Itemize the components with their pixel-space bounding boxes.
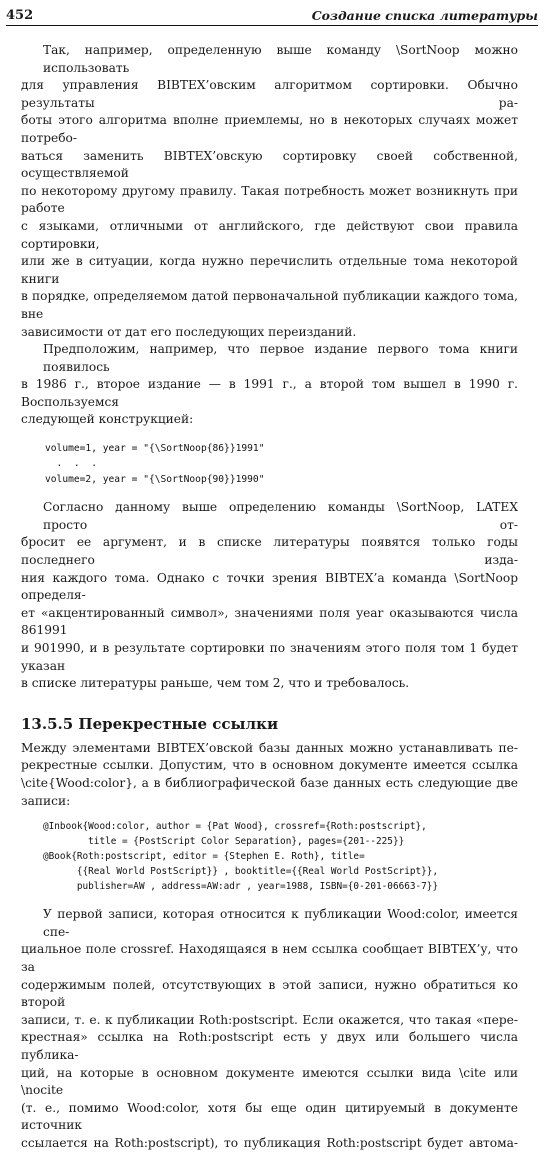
text-line: ваться заменить BIBTEX’овскую сортировку своей собственной, осуществляемой (21, 148, 518, 181)
text-line: ет «акцентированный символ», значениями поля year оказываются числа 861991 (21, 605, 518, 638)
text-line: следующей конструкцией: (21, 412, 194, 427)
paragraph-crossref-explanation (21, 906, 518, 1152)
text-line: У первой записи, которая относится к публикации Wood:color, имеется спе- (43, 907, 518, 939)
paragraph-sortnoop-effect (21, 499, 518, 693)
text-line: Так, например, определенную выше команду \SortNoop можно использовать (43, 43, 518, 75)
code-line: volume=2, year = "{\SortNoop{90}}1990" (45, 473, 265, 485)
code-line: title = {PostScript Color Separation}, pages={201--225}} (43, 836, 405, 848)
text-line: содержимым полей, отсутствующих в этой записи, нужно обратиться ко второй (21, 977, 518, 1010)
text-line: Между элементами BIBTEX’овской базы данных можно устанавливать пе- (21, 740, 518, 755)
text-line: записи: (21, 793, 71, 808)
running-header (6, 3, 538, 26)
section-heading: 13.5.5 Перекрестные ссылки (21, 714, 279, 733)
text-line: и 901990, и в результате сортировки по значениям этого поля том 1 будет указан (21, 641, 518, 673)
text-line: боты этого алгоритма вполне приемлемы, но в некоторых случаях может потребо- (21, 113, 518, 145)
text-line: записи, т. е. к публикации Roth:postscript. Если окажется, что такая «пере- (21, 1012, 518, 1027)
text-line: в порядке, определяемом датой первоначальной публикации каждого тома, вне (21, 289, 518, 321)
text-line: или же в ситуации, когда нужно перечислить отдельные тома некоторой книги (21, 254, 518, 286)
text-line: в 1986 г., второе издание — в 1991 г., а второй том вышел в 1990 г. Воспользуемся (21, 377, 518, 409)
code-block-bibtex-entries (21, 819, 518, 894)
page-number: 452 (6, 8, 34, 23)
text-line: с языками, отличными от английского, где действуют свои правила сортировки, (21, 218, 518, 251)
text-line: для управления BIBTEX’овским алгоритмом сортировки. Обычно результаты ра- (21, 78, 518, 110)
code-block-volumes (21, 441, 518, 487)
text-line: рекрестные ссылки. Допустим, что в основном документе имеется ссылка (21, 758, 518, 773)
text-line: Согласно данному выше определению команды \SortNoop, LATEX просто от- (43, 500, 518, 532)
code-line: {{Real World PostScript}} , booktitle={{Real World PostScript}}, (43, 866, 439, 878)
code-line: . . . (45, 458, 97, 470)
code-line: @Book{Roth:postscript, editor = {Stephen E. Roth}, title= (43, 851, 365, 863)
text-line: \cite{Wood:color}, а в библиографической базе данных есть следующие две (21, 776, 518, 790)
text-line: ссылается на Roth:postscript), то публикация Roth:postscript будет автома- (21, 1135, 518, 1150)
text-line: Предположим, например, что первое издание первого тома книги появилось (43, 342, 518, 374)
text-line: бросит ее аргумент, и в списке литературы появятся только годы последнего изда- (21, 535, 518, 568)
paragraph-sortnoop-intro (21, 42, 518, 341)
paragraph-crossref-intro (21, 740, 518, 810)
text-line: в списке литературы раньше, чем том 2, что и требовалось. (21, 676, 410, 691)
code-line: publisher=AW , address=AW:adr , year=1988, ISBN={0-201-06663-7}} (43, 881, 439, 893)
page-body (21, 42, 518, 1153)
running-title: Создание списка литературы (311, 8, 538, 23)
text-line: ций, на которые в основном документе имеются ссылки вида \cite или \nocite (21, 1065, 518, 1098)
text-line: зависимости от дат его последующих переизданий. (21, 324, 357, 339)
code-line: volume=1, year = "{\SortNoop{86}}1991" (45, 443, 265, 455)
text-line: крестная» ссылка на Roth:postscript есть у двух или большего числа публика- (21, 1030, 518, 1062)
text-line: ния каждого тома. Однако с точки зрения BIBTEX’а команда \SortNoop определя- (21, 570, 518, 603)
text-line: циальное поле crossref. Находящаяся в нем ссылка сообщает BIBTEX’у, что за (21, 942, 518, 974)
paragraph-example (21, 341, 518, 429)
code-line: @Inbook{Wood:color, author = {Pat Wood}, crossref={Roth:postscript}, (43, 821, 427, 833)
text-line: по некоторому другому правилу. Такая потребность может возникнуть при работе (21, 183, 518, 216)
text-line: (т. е., помимо Wood:color, хотя бы еще один цитируемый в документе источник (21, 1100, 518, 1133)
